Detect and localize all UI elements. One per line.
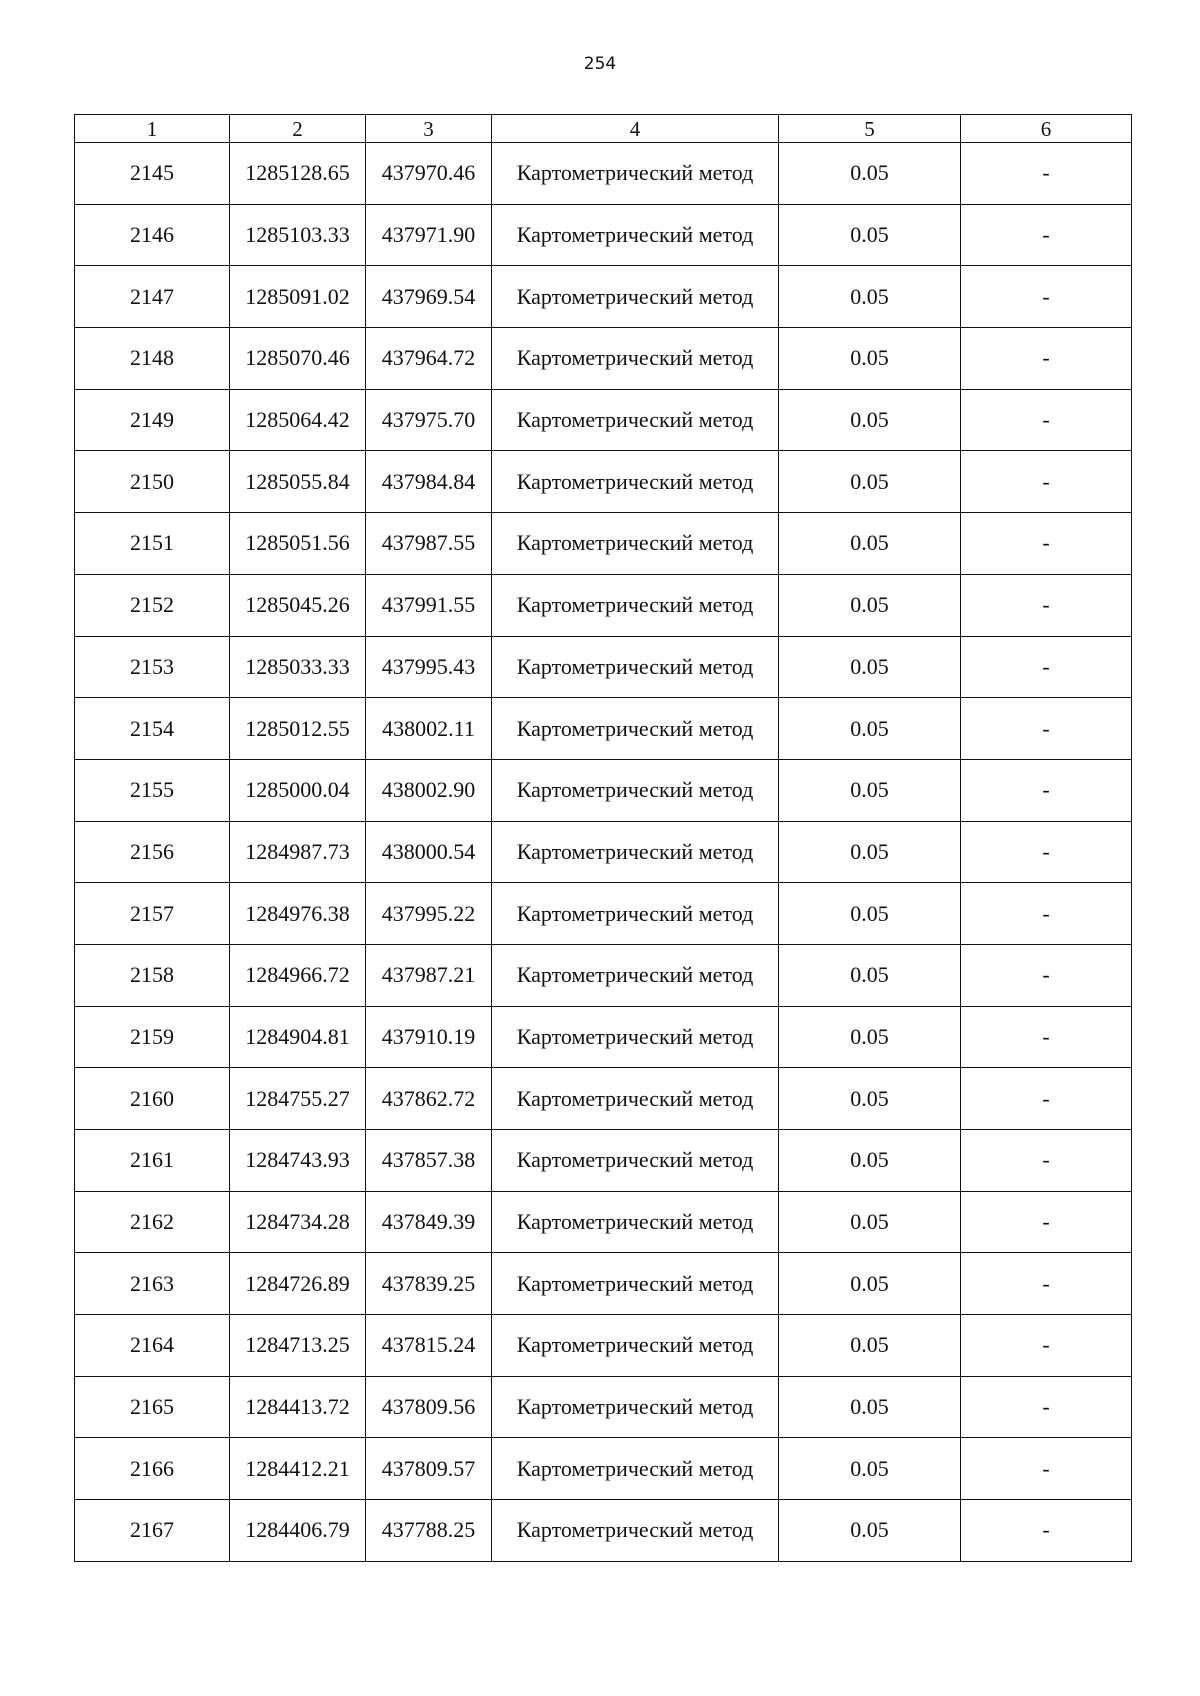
- description-cell: -: [961, 266, 1132, 328]
- description-cell: -: [961, 1376, 1132, 1438]
- y-coordinate-cell: 437970.46: [366, 143, 492, 205]
- method-cell: Картометрический метод: [492, 883, 779, 945]
- point-number-cell: 2161: [75, 1130, 230, 1192]
- y-coordinate-cell: 437987.21: [366, 944, 492, 1006]
- accuracy-cell: 0.05: [779, 389, 961, 451]
- accuracy-cell: 0.05: [779, 1068, 961, 1130]
- method-cell: Картометрический метод: [492, 1253, 779, 1315]
- description-cell: -: [961, 1006, 1132, 1068]
- point-number-cell: 2146: [75, 204, 230, 266]
- y-coordinate-cell: 437862.72: [366, 1068, 492, 1130]
- method-cell: Картометрический метод: [492, 759, 779, 821]
- point-number-cell: 2152: [75, 574, 230, 636]
- y-coordinate-cell: 437815.24: [366, 1315, 492, 1377]
- column-header-5: 5: [779, 115, 961, 143]
- x-coordinate-cell: 1284734.28: [230, 1191, 366, 1253]
- method-cell: Картометрический метод: [492, 636, 779, 698]
- accuracy-cell: 0.05: [779, 1315, 961, 1377]
- method-cell: Картометрический метод: [492, 1438, 779, 1500]
- x-coordinate-cell: 1284987.73: [230, 821, 366, 883]
- point-number-cell: 2165: [75, 1376, 230, 1438]
- method-cell: Картометрический метод: [492, 1130, 779, 1192]
- table-row: [75, 328, 1132, 390]
- description-cell: -: [961, 883, 1132, 945]
- accuracy-cell: 0.05: [779, 1376, 961, 1438]
- point-number-cell: 2150: [75, 451, 230, 513]
- method-cell: Картометрический метод: [492, 451, 779, 513]
- y-coordinate-cell: 437809.57: [366, 1438, 492, 1500]
- method-cell: Картометрический метод: [492, 1006, 779, 1068]
- table-row: [75, 204, 1132, 266]
- method-cell: Картометрический метод: [492, 513, 779, 575]
- x-coordinate-cell: 1284966.72: [230, 944, 366, 1006]
- point-number-cell: 2159: [75, 1006, 230, 1068]
- y-coordinate-cell: 437839.25: [366, 1253, 492, 1315]
- y-coordinate-cell: 437969.54: [366, 266, 492, 328]
- table-row: [75, 759, 1132, 821]
- description-cell: -: [961, 1068, 1132, 1130]
- x-coordinate-cell: 1285070.46: [230, 328, 366, 390]
- y-coordinate-cell: 437809.56: [366, 1376, 492, 1438]
- y-coordinate-cell: 437975.70: [366, 389, 492, 451]
- y-coordinate-cell: 437857.38: [366, 1130, 492, 1192]
- description-cell: -: [961, 389, 1132, 451]
- y-coordinate-cell: 437995.22: [366, 883, 492, 945]
- y-coordinate-cell: 437964.72: [366, 328, 492, 390]
- method-cell: Картометрический метод: [492, 1191, 779, 1253]
- accuracy-cell: 0.05: [779, 1191, 961, 1253]
- method-cell: Картометрический метод: [492, 944, 779, 1006]
- x-coordinate-cell: 1285103.33: [230, 204, 366, 266]
- table-row: [75, 1315, 1132, 1377]
- x-coordinate-cell: 1285064.42: [230, 389, 366, 451]
- method-cell: Картометрический метод: [492, 204, 779, 266]
- description-cell: -: [961, 1253, 1132, 1315]
- x-coordinate-cell: 1285051.56: [230, 513, 366, 575]
- point-number-cell: 2157: [75, 883, 230, 945]
- description-cell: -: [961, 759, 1132, 821]
- x-coordinate-cell: 1284976.38: [230, 883, 366, 945]
- point-number-cell: 2155: [75, 759, 230, 821]
- x-coordinate-cell: 1285000.04: [230, 759, 366, 821]
- table-row: [75, 1130, 1132, 1192]
- description-cell: -: [961, 821, 1132, 883]
- method-cell: Картометрический метод: [492, 389, 779, 451]
- x-coordinate-cell: 1284743.93: [230, 1130, 366, 1192]
- accuracy-cell: 0.05: [779, 1253, 961, 1315]
- table-row: [75, 1500, 1132, 1562]
- accuracy-cell: 0.05: [779, 328, 961, 390]
- point-number-cell: 2163: [75, 1253, 230, 1315]
- x-coordinate-cell: 1285055.84: [230, 451, 366, 513]
- table-row: [75, 1253, 1132, 1315]
- accuracy-cell: 0.05: [779, 698, 961, 760]
- method-cell: Картометрический метод: [492, 1376, 779, 1438]
- y-coordinate-cell: 437788.25: [366, 1500, 492, 1562]
- point-number-cell: 2154: [75, 698, 230, 760]
- accuracy-cell: 0.05: [779, 759, 961, 821]
- x-coordinate-cell: 1284726.89: [230, 1253, 366, 1315]
- accuracy-cell: 0.05: [779, 143, 961, 205]
- y-coordinate-cell: 437849.39: [366, 1191, 492, 1253]
- accuracy-cell: 0.05: [779, 204, 961, 266]
- table-row: [75, 1191, 1132, 1253]
- method-cell: Картометрический метод: [492, 143, 779, 205]
- method-cell: Картометрический метод: [492, 1500, 779, 1562]
- coordinates-table: [74, 114, 1132, 1562]
- table-row: [75, 1006, 1132, 1068]
- point-number-cell: 2167: [75, 1500, 230, 1562]
- accuracy-cell: 0.05: [779, 1130, 961, 1192]
- table-row: [75, 636, 1132, 698]
- accuracy-cell: 0.05: [779, 266, 961, 328]
- accuracy-cell: 0.05: [779, 513, 961, 575]
- y-coordinate-cell: 437984.84: [366, 451, 492, 513]
- point-number-cell: 2162: [75, 1191, 230, 1253]
- x-coordinate-cell: 1284755.27: [230, 1068, 366, 1130]
- point-number-cell: 2156: [75, 821, 230, 883]
- accuracy-cell: 0.05: [779, 1438, 961, 1500]
- table-row: [75, 821, 1132, 883]
- point-number-cell: 2147: [75, 266, 230, 328]
- point-number-cell: 2149: [75, 389, 230, 451]
- column-header-3: 3: [366, 115, 492, 143]
- point-number-cell: 2166: [75, 1438, 230, 1500]
- x-coordinate-cell: 1284713.25: [230, 1315, 366, 1377]
- description-cell: -: [961, 1191, 1132, 1253]
- page-number: 254: [583, 54, 617, 74]
- point-number-cell: 2153: [75, 636, 230, 698]
- description-cell: -: [961, 574, 1132, 636]
- description-cell: -: [961, 513, 1132, 575]
- x-coordinate-cell: 1284413.72: [230, 1376, 366, 1438]
- table-row: [75, 1438, 1132, 1500]
- y-coordinate-cell: 437995.43: [366, 636, 492, 698]
- point-number-cell: 2160: [75, 1068, 230, 1130]
- column-header-6: 6: [961, 115, 1132, 143]
- method-cell: Картометрический метод: [492, 574, 779, 636]
- y-coordinate-cell: 437910.19: [366, 1006, 492, 1068]
- description-cell: -: [961, 1500, 1132, 1562]
- table-row: [75, 574, 1132, 636]
- table-row: [75, 698, 1132, 760]
- table-row: [75, 143, 1132, 205]
- y-coordinate-cell: 438002.11: [366, 698, 492, 760]
- y-coordinate-cell: 437991.55: [366, 574, 492, 636]
- table-row: [75, 389, 1132, 451]
- description-cell: -: [961, 1130, 1132, 1192]
- method-cell: Картометрический метод: [492, 1068, 779, 1130]
- description-cell: -: [961, 328, 1132, 390]
- table-row: [75, 451, 1132, 513]
- description-cell: -: [961, 143, 1132, 205]
- x-coordinate-cell: 1284904.81: [230, 1006, 366, 1068]
- accuracy-cell: 0.05: [779, 636, 961, 698]
- header-row: [75, 115, 1132, 143]
- accuracy-cell: 0.05: [779, 944, 961, 1006]
- x-coordinate-cell: 1284412.21: [230, 1438, 366, 1500]
- description-cell: -: [961, 636, 1132, 698]
- table-row: [75, 1068, 1132, 1130]
- point-number-cell: 2158: [75, 944, 230, 1006]
- point-number-cell: 2148: [75, 328, 230, 390]
- method-cell: Картометрический метод: [492, 821, 779, 883]
- column-header-4: 4: [492, 115, 779, 143]
- method-cell: Картометрический метод: [492, 328, 779, 390]
- table-row: [75, 513, 1132, 575]
- point-number-cell: 2145: [75, 143, 230, 205]
- x-coordinate-cell: 1285033.33: [230, 636, 366, 698]
- description-cell: -: [961, 451, 1132, 513]
- description-cell: -: [961, 944, 1132, 1006]
- method-cell: Картометрический метод: [492, 266, 779, 328]
- accuracy-cell: 0.05: [779, 574, 961, 636]
- method-cell: Картометрический метод: [492, 1315, 779, 1377]
- column-header-2: 2: [230, 115, 366, 143]
- description-cell: -: [961, 1315, 1132, 1377]
- accuracy-cell: 0.05: [779, 1006, 961, 1068]
- point-number-cell: 2164: [75, 1315, 230, 1377]
- accuracy-cell: 0.05: [779, 1500, 961, 1562]
- accuracy-cell: 0.05: [779, 883, 961, 945]
- method-cell: Картометрический метод: [492, 698, 779, 760]
- x-coordinate-cell: 1285045.26: [230, 574, 366, 636]
- description-cell: -: [961, 1438, 1132, 1500]
- y-coordinate-cell: 437971.90: [366, 204, 492, 266]
- x-coordinate-cell: 1285091.02: [230, 266, 366, 328]
- accuracy-cell: 0.05: [779, 451, 961, 513]
- y-coordinate-cell: 438000.54: [366, 821, 492, 883]
- table-row: [75, 944, 1132, 1006]
- column-header-1: 1: [75, 115, 230, 143]
- point-number-cell: 2151: [75, 513, 230, 575]
- accuracy-cell: 0.05: [779, 821, 961, 883]
- table-row: [75, 1376, 1132, 1438]
- description-cell: -: [961, 204, 1132, 266]
- x-coordinate-cell: 1285128.65: [230, 143, 366, 205]
- table-row: [75, 266, 1132, 328]
- x-coordinate-cell: 1285012.55: [230, 698, 366, 760]
- table-row: [75, 883, 1132, 945]
- x-coordinate-cell: 1284406.79: [230, 1500, 366, 1562]
- table-header: [75, 115, 1132, 143]
- table-body: [75, 143, 1132, 1562]
- y-coordinate-cell: 438002.90: [366, 759, 492, 821]
- description-cell: -: [961, 698, 1132, 760]
- y-coordinate-cell: 437987.55: [366, 513, 492, 575]
